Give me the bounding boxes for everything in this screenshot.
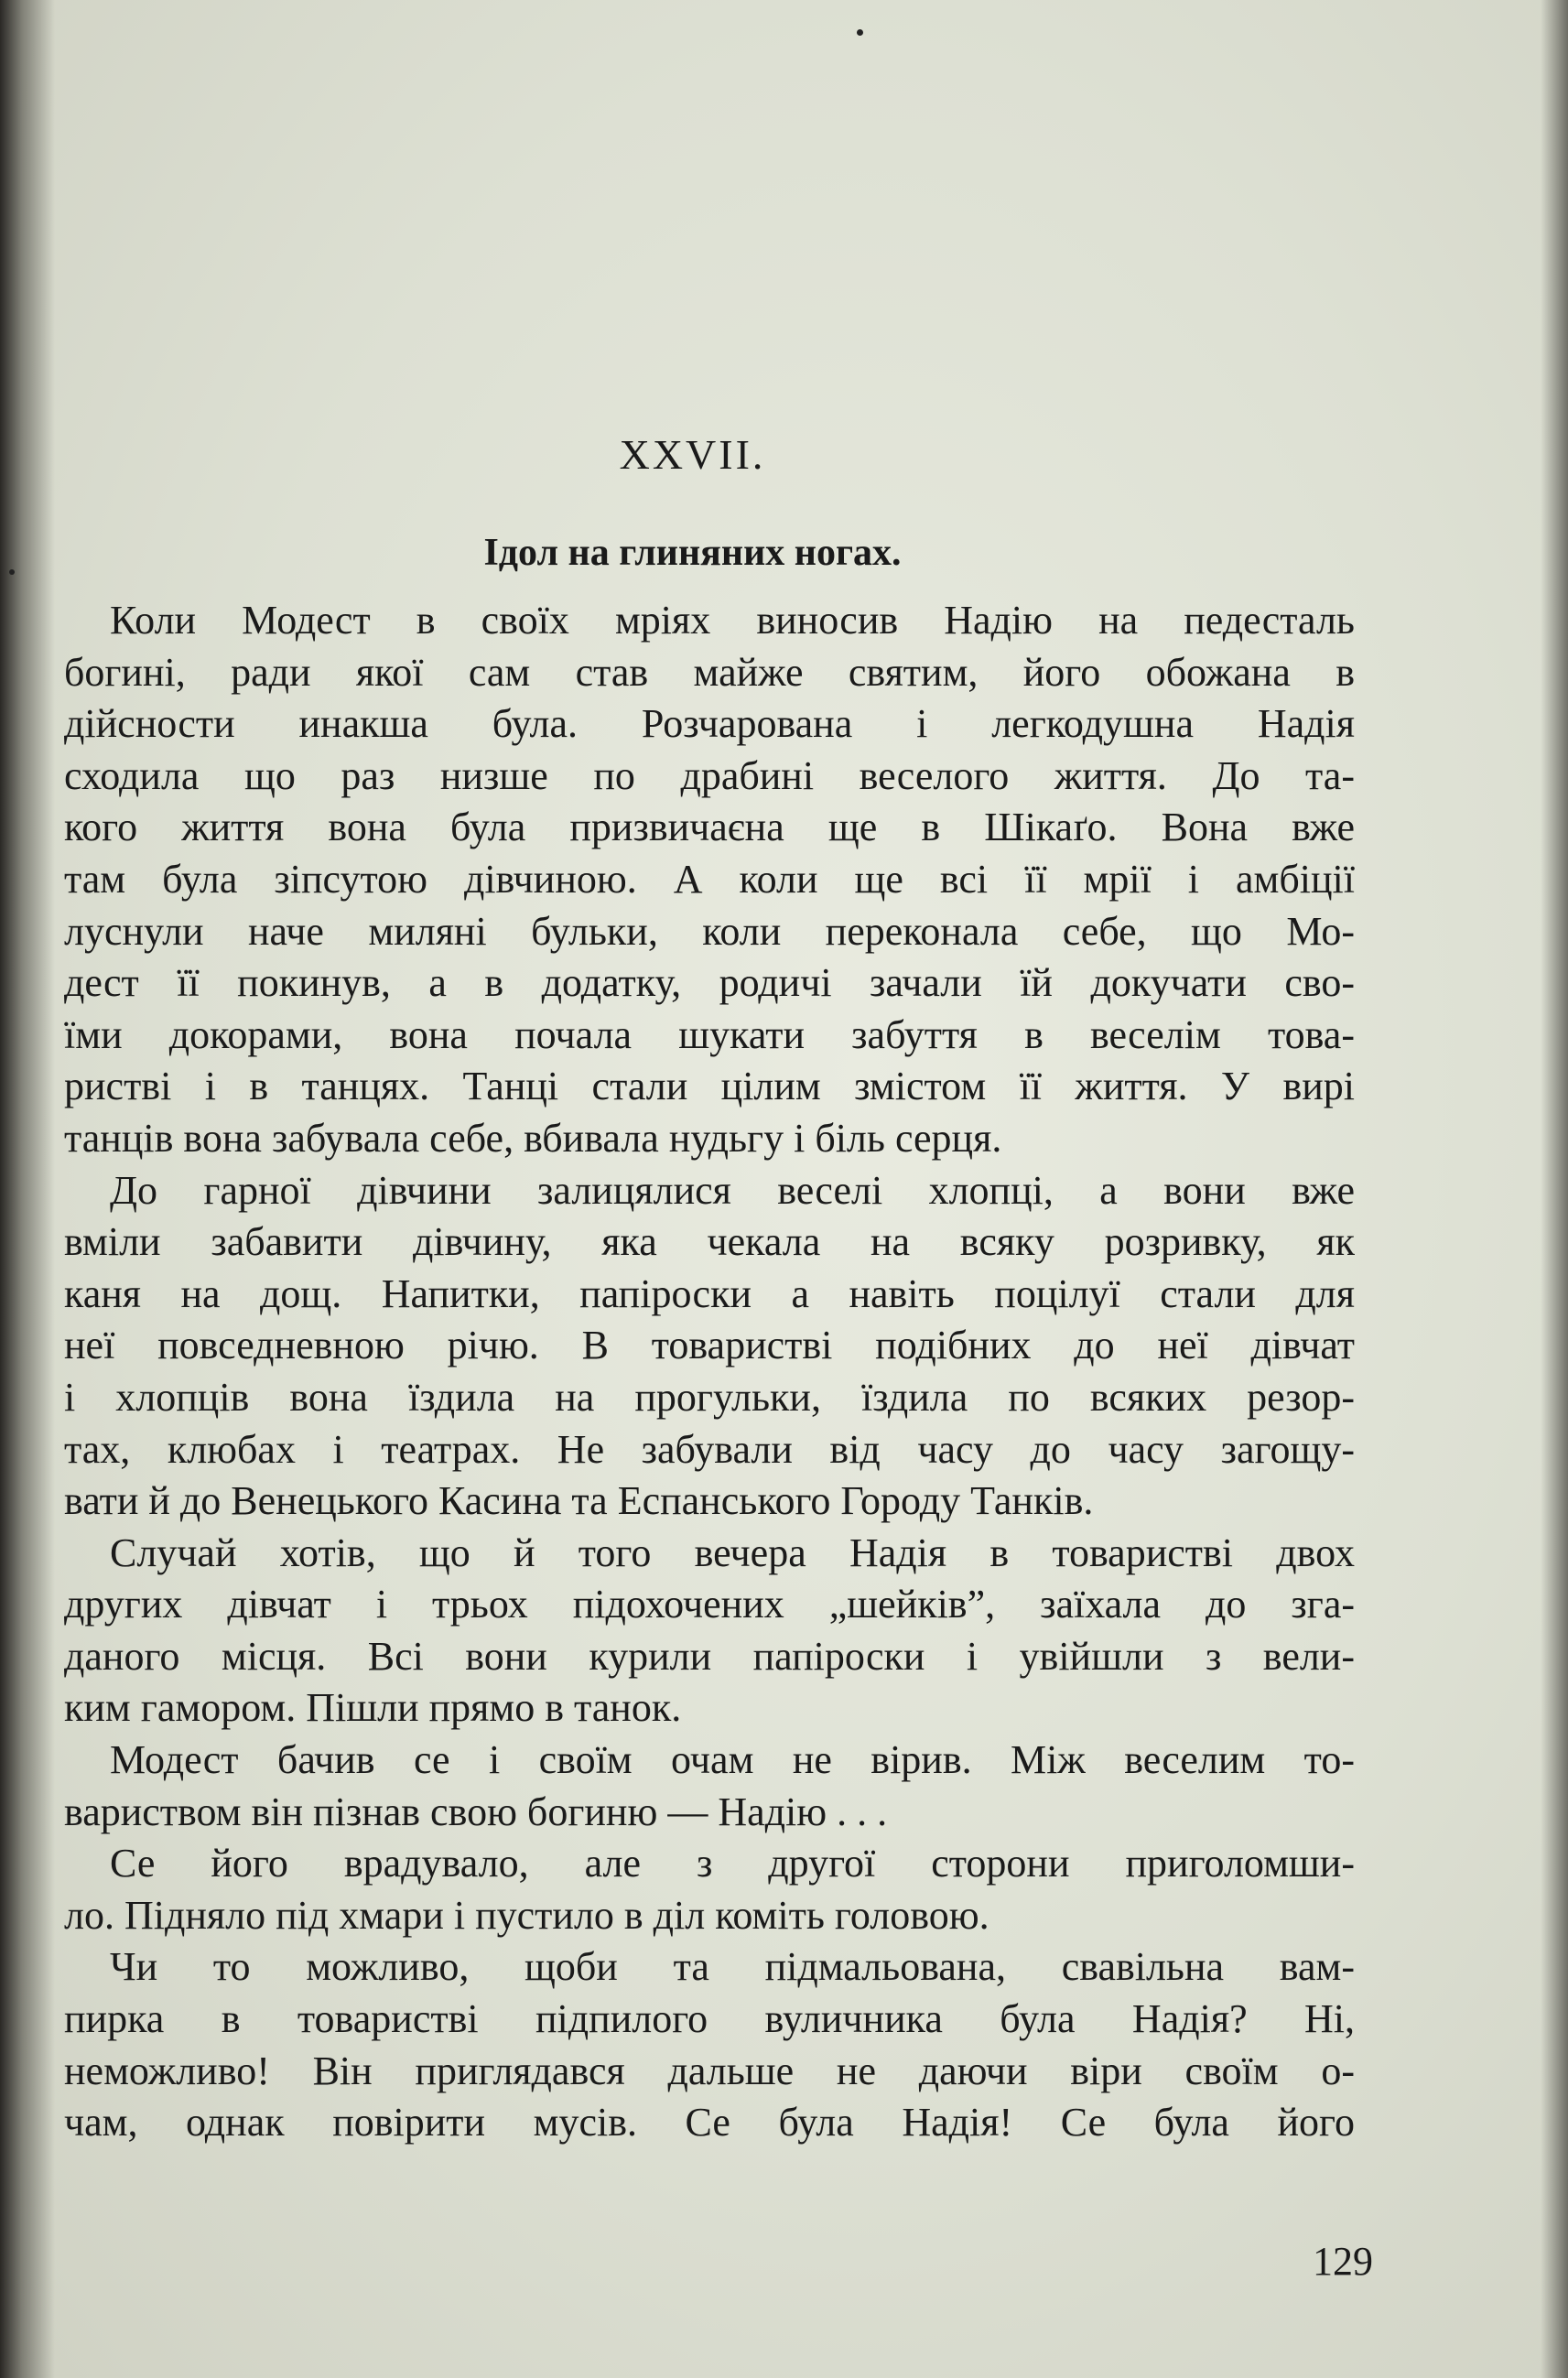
text-line: Модест бачив се і своїм очам не вірив. Між веселим то- (110, 1737, 1355, 1783)
text-line: пирка в товаристві підпилого вуличника була Надія? Ні, (64, 1996, 1355, 2042)
text-line: ким гамором. Пішли прямо в танок. (64, 1685, 682, 1731)
text-line: танців вона забувала себе, вбивала нудьгу і біль серця. (64, 1115, 1002, 1161)
chapter-number: XXVII. (619, 431, 766, 478)
text-line: дійсности инакша була. Розчарована і легкодушна Надія (64, 701, 1355, 747)
text-line: дест її покинув, а в додатку, родичі зачали їй докучати сво- (64, 960, 1355, 1006)
text-line: вати й до Венецького Касина та Еспанського Городу Танків. (64, 1478, 1094, 1524)
text-line: тах, клюбах і театрах. Не забували від часу до часу загощу- (64, 1426, 1355, 1472)
text-line: сходила що раз низше по драбині веселого життя. До та- (64, 752, 1355, 798)
chapter-title: Ідол на глиняних ногах. (483, 532, 902, 574)
chapter-body (64, 595, 1355, 2149)
text-line: неї повседневною річю. В товаристві подібних до неї дівчат (64, 1323, 1355, 1368)
text-line: вміли забавити дівчину, яка чекала на всяку розривку, як (64, 1219, 1355, 1265)
text-line: кого життя вона була призвичаєна ще в Шікаґо. Вона вже (64, 805, 1355, 850)
text-line: каня на дощ. Напитки, папіроски а навіть поцілуї стали для (64, 1270, 1355, 1316)
text-line: Коли Модест в своїх мріях виносив Надію на педесталь (110, 598, 1355, 643)
text-line: других дівчат і трьох підохочених „шейків”, заїхала до зга- (64, 1582, 1355, 1627)
text-line: і хлопців вона їздила на прогульки, їздила по всяких резор- (64, 1374, 1355, 1420)
text-line: ло. Підняло під хмари і пустило в діл коміть головою. (64, 1892, 989, 1938)
text-line: луснули наче миляні бульки, коли переконала себе, що Мо- (64, 908, 1355, 954)
text-line: вариством він пізнав свою богиню — Надію . . . (64, 1789, 888, 1834)
text-line: даного місця. Всі вони курили папіроски і увійшли з вели- (64, 1633, 1355, 1679)
text-line: чам, однак повірити мусів. Се була Надія! Се була його (64, 2100, 1355, 2146)
text-line: До гарної дівчини залицялися веселі хлопці, а вони вже (110, 1167, 1355, 1213)
text-line: там була зіпсутою дівчиною. А коли ще всі її мрії і амбіції (64, 856, 1355, 902)
page-number: 129 (1313, 2239, 1373, 2284)
spine-shadow (0, 0, 55, 2378)
text-line: їми докорами, вона почала шукати забуття в веселім това- (64, 1011, 1355, 1057)
text-line: Случай хотів, що й того вечера Надія в товаристві двох (110, 1529, 1355, 1575)
ink-speck (857, 29, 863, 36)
text-line: неможливо! Він приглядався дальше не даючи віри своїм о- (64, 2048, 1355, 2093)
text-line: Чи то можливо, щоби та підмальована, свавільна вам- (110, 1944, 1355, 1990)
text-line: богині, ради якої сам став майже святим, його обожана в (64, 649, 1355, 695)
text-line: ристві і в танцях. Танці стали цілим змістом її життя. У вирі (64, 1064, 1355, 1109)
edge-shadow (1541, 0, 1568, 2378)
text-line: Се його врадувало, але з другої сторони приголомши- (110, 1841, 1355, 1886)
